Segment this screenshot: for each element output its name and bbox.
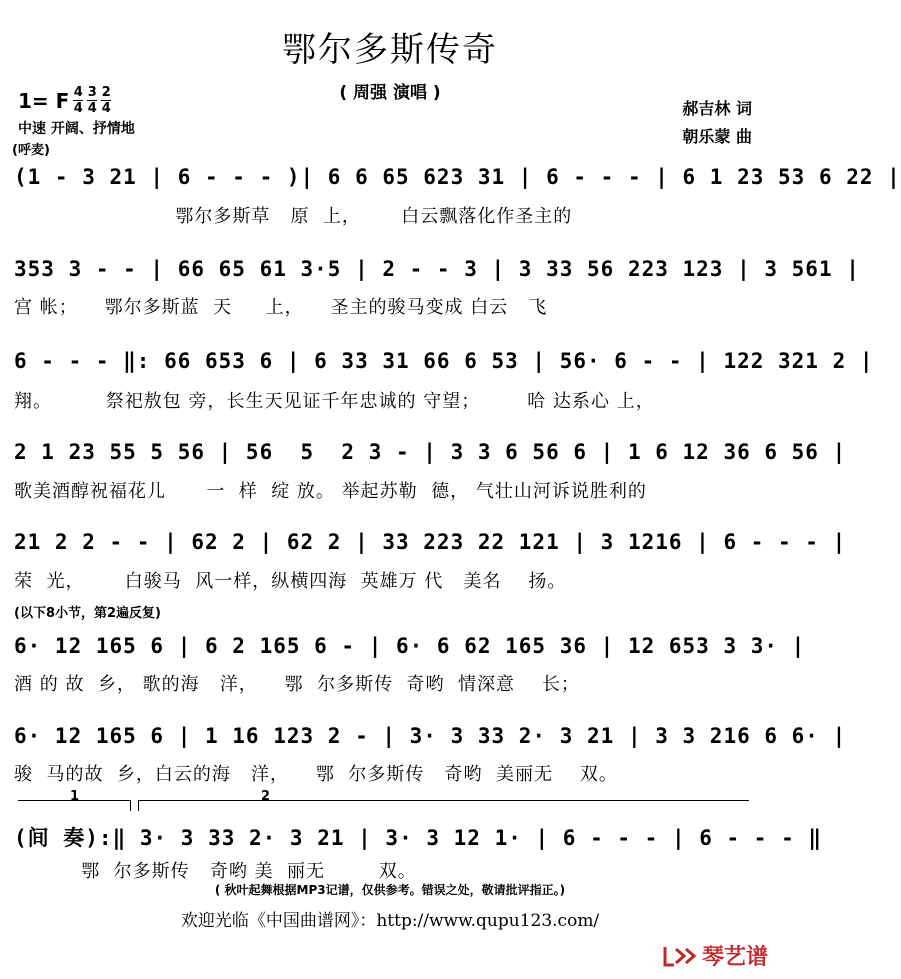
notation-row-3: 6 - - - ‖: 66 653 6 | 6 33 31 66 6 53 | 56· 6 - - | 122 321 2 | [14,349,874,373]
key-label: 1= F [18,88,70,113]
lyric-row-3: 翔。 祭祀敖包 旁，长生天见证千年忠诚的 守望； 哈 达系心 上， [14,391,655,412]
notation-row-5: 21 2 2 - - | 62 2 | 62 2 | 33 223 22 121 | 3 1216 | 6 - - - | [14,530,847,554]
brand-logo [662,940,768,971]
lyric-row-8: 鄂 尔多斯传 奇哟 美 丽无 双。 [14,861,417,882]
performance-note: (呼麦) [12,143,50,158]
meter-3-4: $\frac{3}{4}$ [87,85,97,116]
notation-row-8: (间 奏):‖ 3· 3 33 2· 3 21 | 3· 3 12 1· | 6 - - - | 6 - - - ‖ [14,826,823,850]
volta-bracket-1 [18,789,131,811]
composer: 朝乐蒙 曲 [682,127,752,146]
lyric-row-2: 宫 帐； 鄂尔多斯蓝 天 上， 圣主的骏马变成 白云 飞 [14,297,548,318]
lyric-row-6: 酒 的 故 乡， 歌的海 洋， 鄂 尔多斯传 奇哟 情深意 长； [14,674,580,695]
notation-row-6: 6· 12 165 6 | 6 2 165 6 - | 6· 6 62 165 36 | 12 653 3 3· | [14,634,806,658]
tempo-marking: 中速 开阔、抒情地 [18,121,135,137]
notation-row-1: (1 - 3 21 | 6 - - - )| 6 6 65 623 31 | 6 - - - | 6 1 23 53 6 22 | [14,165,901,189]
lyric-row-1: 鄂尔多斯草 原 上， 白云飘落化作圣主的 [14,206,573,227]
volta-number-1: 1 [70,789,80,804]
volta-bracket-2 [138,789,749,811]
notation-row-2: 353 3 - - | 66 65 61 3·5 | 2 - - 3 | 3 33 56 223 123 | 3 561 | [14,257,860,281]
meter-2-4: $\frac{2}{4}$ [101,85,111,116]
repeat-instruction: (以下8小节，第2遍反复) [14,606,161,621]
notation-row-7: 6· 12 165 6 | 1 16 123 2 - | 3· 3 33 2· 3 21 | 3 3 216 6 6· | [14,724,847,748]
song-title: 鄂尔多斯传奇 [282,30,498,70]
lyric-row-7: 骏 马的故 乡，白云的海 洋， 鄂 尔多斯传 奇哟 美丽无 双。 [14,764,618,785]
volta-number-2: 2 [261,789,271,804]
lyric-row-4: 歌美酒醇祝福花儿 一 样 绽 放。 举起苏勒 德， 气壮山河诉说胜利的 [14,481,647,502]
site-link[interactable]: 欢迎光临《中国曲谱网》：http://www.qupu123.com/ [180,911,600,931]
lyricist: 郝吉林 词 [682,99,752,118]
notation-row-4: 2 1 23 55 5 56 | 56 5 2 3 - | 3 3 6 56 6 | 1 6 12 36 6 56 | [14,440,847,464]
logo-icon [662,943,696,969]
transcription-disclaimer: ( 秋叶起舞根据MP3记谱，仅供参考。错误之处，敬请批评指正。) [214,883,566,897]
singer-credit: ( 周强 演唱 ) [339,83,441,103]
logo-text: 琴艺谱 [701,945,768,970]
lyric-row-5: 荣 光， 白骏马 风一样，纵横四海 英雄万 代 美名 扬。 [14,571,567,592]
key-signature [18,86,111,115]
meter-4-4: $\frac{4}{4}$ [73,85,83,116]
